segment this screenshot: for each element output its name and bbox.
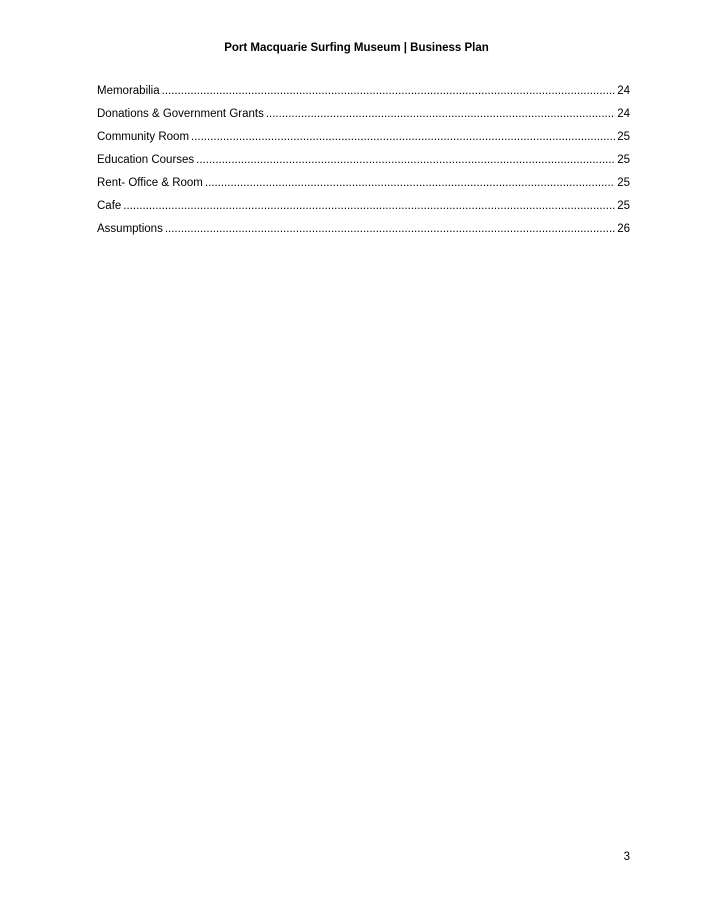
toc-entry-label: Cafe	[97, 200, 122, 212]
toc-entry-cafe[interactable]	[97, 200, 630, 223]
toc-entry-label: Community Room	[97, 131, 190, 143]
toc-entry-page: 24	[617, 85, 630, 97]
toc-dot-leader	[123, 200, 615, 212]
toc-entry-label: Assumptions	[97, 223, 163, 235]
toc-dot-leader	[205, 177, 615, 189]
toc-entry-page: 25	[617, 200, 630, 212]
toc-entry-page: 24	[617, 108, 630, 120]
toc-dot-leader	[196, 154, 615, 166]
toc-entry-community-room[interactable]	[97, 131, 630, 154]
toc-entry-page: 25	[617, 154, 630, 166]
page-header-title: Port Macquarie Surfing Museum | Business Plan	[224, 42, 489, 54]
toc-entry-donations-government-grants[interactable]	[97, 108, 630, 131]
toc-dot-leader	[266, 108, 615, 120]
toc-entry-assumptions[interactable]	[97, 223, 630, 246]
toc-entry-page: 26	[617, 223, 630, 235]
toc-dot-leader	[162, 85, 616, 97]
toc-entry-label: Donations & Government Grants	[97, 108, 264, 120]
toc-entry-rent-office-room[interactable]	[97, 177, 630, 200]
page-number: 3	[623, 851, 630, 863]
toc-entry-memorabilia[interactable]	[97, 85, 630, 108]
toc-entry-education-courses[interactable]	[97, 154, 630, 177]
toc-entry-label: Rent- Office & Room	[97, 177, 203, 189]
toc-dot-leader	[165, 223, 615, 235]
toc-entry-page: 25	[617, 177, 630, 189]
table-of-contents	[97, 85, 630, 246]
toc-entry-page: 25	[617, 131, 630, 143]
toc-entry-label: Memorabilia	[97, 85, 160, 97]
toc-dot-leader	[191, 131, 615, 143]
toc-entry-label: Education Courses	[97, 154, 195, 166]
